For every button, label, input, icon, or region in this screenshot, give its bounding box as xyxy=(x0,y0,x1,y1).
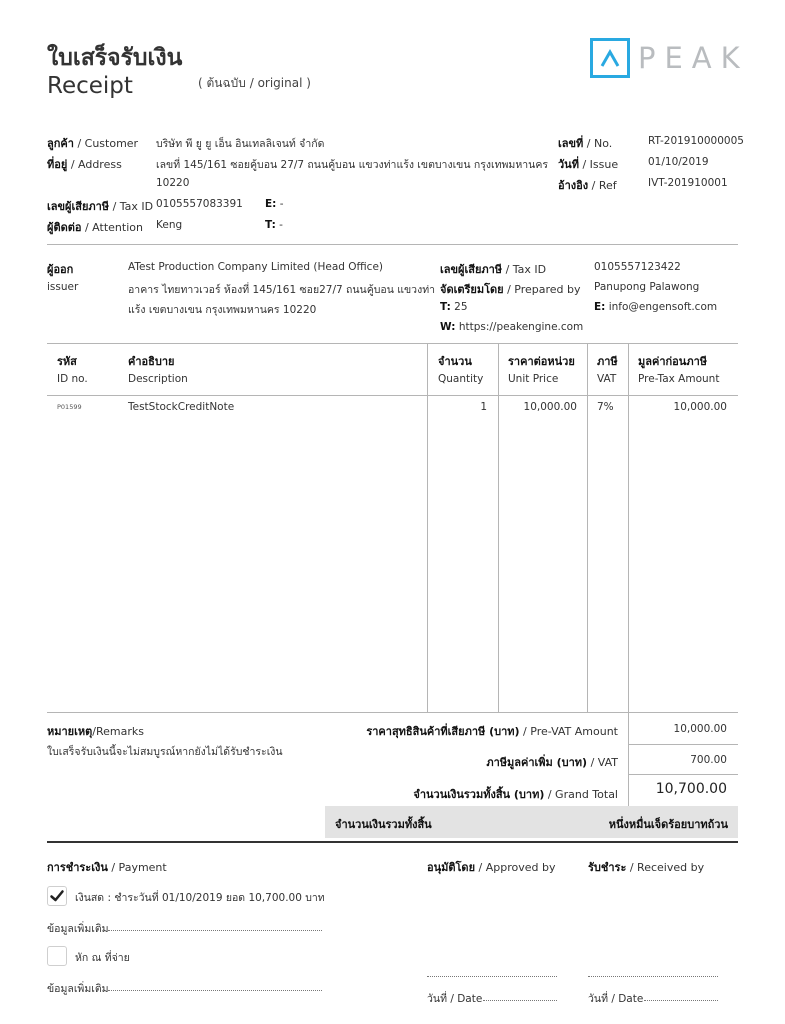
doc-ref: IVT-201910001 xyxy=(648,177,728,189)
divider xyxy=(47,244,738,245)
document-title-th: ใบเสร็จรับเงิน xyxy=(47,45,183,71)
issuer-email xyxy=(594,301,717,313)
remarks-text: ใบเสร็จรับเงินนี้จะไม่สมบูรณ์หากยังไม่ได้รับชำระเงิน xyxy=(47,746,283,758)
issuer-tel-value: 25 xyxy=(454,301,468,313)
received-date-label: วันที่ / Date xyxy=(588,993,644,1005)
attention-label xyxy=(47,218,143,236)
issuer-tel-label: T: xyxy=(440,301,451,313)
col-divider xyxy=(587,343,588,712)
approved-date-line xyxy=(483,1000,557,1001)
received-signature-line xyxy=(588,976,718,977)
attention-label-en: / Attention xyxy=(84,221,143,234)
issuer-taxid-label xyxy=(440,260,546,278)
vat-total-amount: 700.00 xyxy=(690,754,727,766)
issuer-address-line2: แร้ง เขตบางเขน กรุงเทพมหานคร 10220 xyxy=(128,304,317,316)
customer-email-label: E: xyxy=(265,198,277,210)
cash-payment xyxy=(75,889,325,906)
totals-divider xyxy=(628,712,629,806)
table-top-border xyxy=(47,343,738,344)
col-header-qty-th: จำนวน xyxy=(438,355,472,368)
customer-email xyxy=(265,198,284,210)
issuer-web xyxy=(440,321,583,333)
customer-attention: Keng xyxy=(156,219,183,231)
table-header-border xyxy=(47,395,738,396)
col-divider xyxy=(498,343,499,712)
issuer-name: ATest Production Company Limited (Head Office) xyxy=(128,261,383,273)
payment-label xyxy=(47,858,167,876)
issuer-taxid-label-th: เลขผู้เสียภาษี xyxy=(440,263,503,276)
doc-ref-label-en: / Ref xyxy=(591,179,617,192)
copy-note: ( ต้นฉบับ / original ) xyxy=(198,76,311,90)
doc-no-label-th: เลขที่ xyxy=(558,137,584,150)
more-info-line-2 xyxy=(108,990,322,991)
issuer-label-en: issuer xyxy=(47,281,79,293)
received-by-label-th: รับชำระ xyxy=(588,861,627,874)
row-quantity: 1 xyxy=(480,401,487,413)
customer-label xyxy=(47,134,138,152)
more-info-label: ข้อมูลเพิ่มเติม xyxy=(47,923,109,935)
received-by-label xyxy=(588,858,704,876)
peak-logo-icon xyxy=(590,38,630,78)
customer-tel-value: - xyxy=(279,219,283,231)
checkmark-icon xyxy=(48,887,66,905)
table-bottom-border xyxy=(47,712,738,713)
totals-row-divider xyxy=(628,744,738,745)
customer-address-line1: เลขที่ 145/161 ซอยคู้บอน 27/7 ถนนคู้บอน แขวงท่าแร้ง เขตบางเขน กรุงเทพมหานคร xyxy=(156,159,549,171)
issuer-taxid-label-en: / Tax ID xyxy=(505,263,547,276)
prevat-amount: 10,000.00 xyxy=(673,723,727,735)
amount-in-words-label: จำนวนเงินรวมทั้งสิ้น xyxy=(335,818,432,831)
doc-issue: 01/10/2019 xyxy=(648,156,709,168)
payment-label-th: การชำระเงิน xyxy=(47,861,108,874)
approved-by-label-en: / Approved by xyxy=(478,861,556,874)
grand-total-label xyxy=(413,785,618,803)
totals-row-divider xyxy=(628,774,738,775)
customer-tel xyxy=(265,219,283,231)
approved-date-label: วันที่ / Date xyxy=(427,993,483,1005)
customer-label-th: ลูกค้า xyxy=(47,137,74,150)
customer-taxid-label xyxy=(47,197,153,215)
attention-label-th: ผู้ติดต่อ xyxy=(47,221,82,234)
customer-taxid-label-en: / Tax ID xyxy=(112,200,154,213)
received-by-label-en: / Received by xyxy=(629,861,705,874)
issuer-taxid: 0105557123422 xyxy=(594,261,681,273)
customer-address-line2: 10220 xyxy=(156,177,190,189)
grand-total-amount: 10,700.00 xyxy=(655,781,727,797)
more-info-line xyxy=(108,930,322,931)
col-header-unit-price-th: ราคาต่อหน่วย xyxy=(508,355,575,368)
col-header-desc-th: คำอธิบาย xyxy=(128,355,175,368)
col-divider xyxy=(427,343,428,712)
issuer-tel xyxy=(440,301,468,313)
remarks-label-th: หมายเหตุ xyxy=(47,725,93,738)
approved-by-label xyxy=(427,858,555,876)
prevat-label xyxy=(366,722,618,740)
address-label-en: / Address xyxy=(70,158,122,171)
document-title-en: Receipt xyxy=(47,73,133,99)
peak-logo-text: PEAK xyxy=(638,41,749,75)
col-header-amount-en: Pre-Tax Amount xyxy=(638,373,720,385)
remarks-label xyxy=(47,722,144,740)
col-divider xyxy=(628,343,629,712)
row-vat: 7% xyxy=(597,401,614,413)
customer-taxid: 0105557083391 xyxy=(156,198,243,210)
more-info-label-2: ข้อมูลเพิ่มเติม xyxy=(47,983,109,995)
col-header-id-th: รหัส xyxy=(57,355,77,368)
row-id: P01599 xyxy=(57,403,82,411)
row-description: TestStockCreditNote xyxy=(128,401,235,413)
doc-ref-label xyxy=(558,176,617,194)
col-header-unit-price-en: Unit Price xyxy=(508,373,559,385)
issuer-web-value: https://peakengine.com xyxy=(458,321,584,333)
issuer-email-label: E: xyxy=(594,301,606,313)
vat-total-label-en: / VAT xyxy=(590,756,618,769)
received-date-line xyxy=(644,1000,718,1001)
issuer-web-label: W: xyxy=(440,321,456,333)
prepared-by-label xyxy=(440,280,581,298)
col-header-amount-th: มูลค่าก่อนภาษี xyxy=(638,355,707,368)
row-unit-price: 10,000.00 xyxy=(523,401,577,413)
payment-label-en: / Payment xyxy=(111,861,167,874)
col-header-vat-th: ภาษี xyxy=(597,355,618,368)
customer-tel-label: T: xyxy=(265,219,276,231)
issuer-email-value: info@engensoft.com xyxy=(608,301,718,313)
prepared-by: Panupong Palawong xyxy=(594,281,700,293)
section-divider-thick xyxy=(47,841,738,843)
amount-in-words: หนึ่งหมื่นเจ็ดร้อยบาทถ้วน xyxy=(608,818,728,831)
doc-no-label xyxy=(558,134,612,152)
grand-total-label-th: จำนวนเงินรวมทั้งสิ้น (บาท) xyxy=(413,788,545,801)
address-label xyxy=(47,155,122,173)
doc-ref-label-th: อ้างอิง xyxy=(558,179,589,192)
prepared-by-label-th: จัดเตรียมโดย xyxy=(440,283,504,296)
col-header-qty-en: Quantity xyxy=(438,373,484,385)
approved-signature-line xyxy=(427,976,557,977)
prepared-by-label-en: / Prepared by xyxy=(507,283,581,296)
remarks-label-en: /Remarks xyxy=(92,725,144,738)
col-header-id-en: ID no. xyxy=(57,373,88,385)
cash-label: เงินสด xyxy=(75,892,105,904)
vat-total-label xyxy=(486,753,618,771)
col-header-desc-en: Description xyxy=(128,373,188,385)
withholding-checkbox[interactable] xyxy=(47,946,67,966)
customer-name: บริษัท พี ยู ยู เอ็น อินเทลลิเจนท์ จำกัด xyxy=(156,138,325,150)
cash-checkbox[interactable] xyxy=(47,886,67,906)
issuer-label-th: ผู้ออก xyxy=(47,263,74,276)
customer-taxid-label-th: เลขผู้เสียภาษี xyxy=(47,200,110,213)
cash-detail: : ชำระวันที่ 01/10/2019 ยอด 10,700.00 บาท xyxy=(107,892,325,904)
col-header-vat-en: VAT xyxy=(597,373,617,385)
grand-total-label-en: / Grand Total xyxy=(547,788,618,801)
address-label-th: ที่อยู่ xyxy=(47,158,68,171)
doc-issue-label-th: วันที่ xyxy=(558,158,579,171)
prevat-label-en: / Pre-VAT Amount xyxy=(523,725,618,738)
customer-label-en: / Customer xyxy=(77,137,139,150)
row-amount: 10,000.00 xyxy=(673,401,727,413)
issuer-address-line1: อาคาร ไทยทาวเวอร์ ห้องที่ 145/161 ซอย27/7 ถนนคู้บอน แขวงท่า xyxy=(128,284,436,296)
withholding-label: หัก ณ ที่จ่าย xyxy=(75,952,130,964)
doc-issue-label xyxy=(558,155,618,173)
doc-no-label-en: / No. xyxy=(586,137,613,150)
doc-issue-label-en: / Issue xyxy=(582,158,619,171)
prevat-label-th: ราคาสุทธิสินค้าที่เสียภาษี (บาท) xyxy=(366,725,520,738)
amount-in-words-bar xyxy=(325,806,738,838)
vat-total-label-th: ภาษีมูลค่าเพิ่ม (บาท) xyxy=(486,756,588,769)
doc-no: RT-201910000005 xyxy=(648,135,744,147)
approved-by-label-th: อนุมัติโดย xyxy=(427,861,476,874)
customer-email-value: - xyxy=(279,198,284,210)
